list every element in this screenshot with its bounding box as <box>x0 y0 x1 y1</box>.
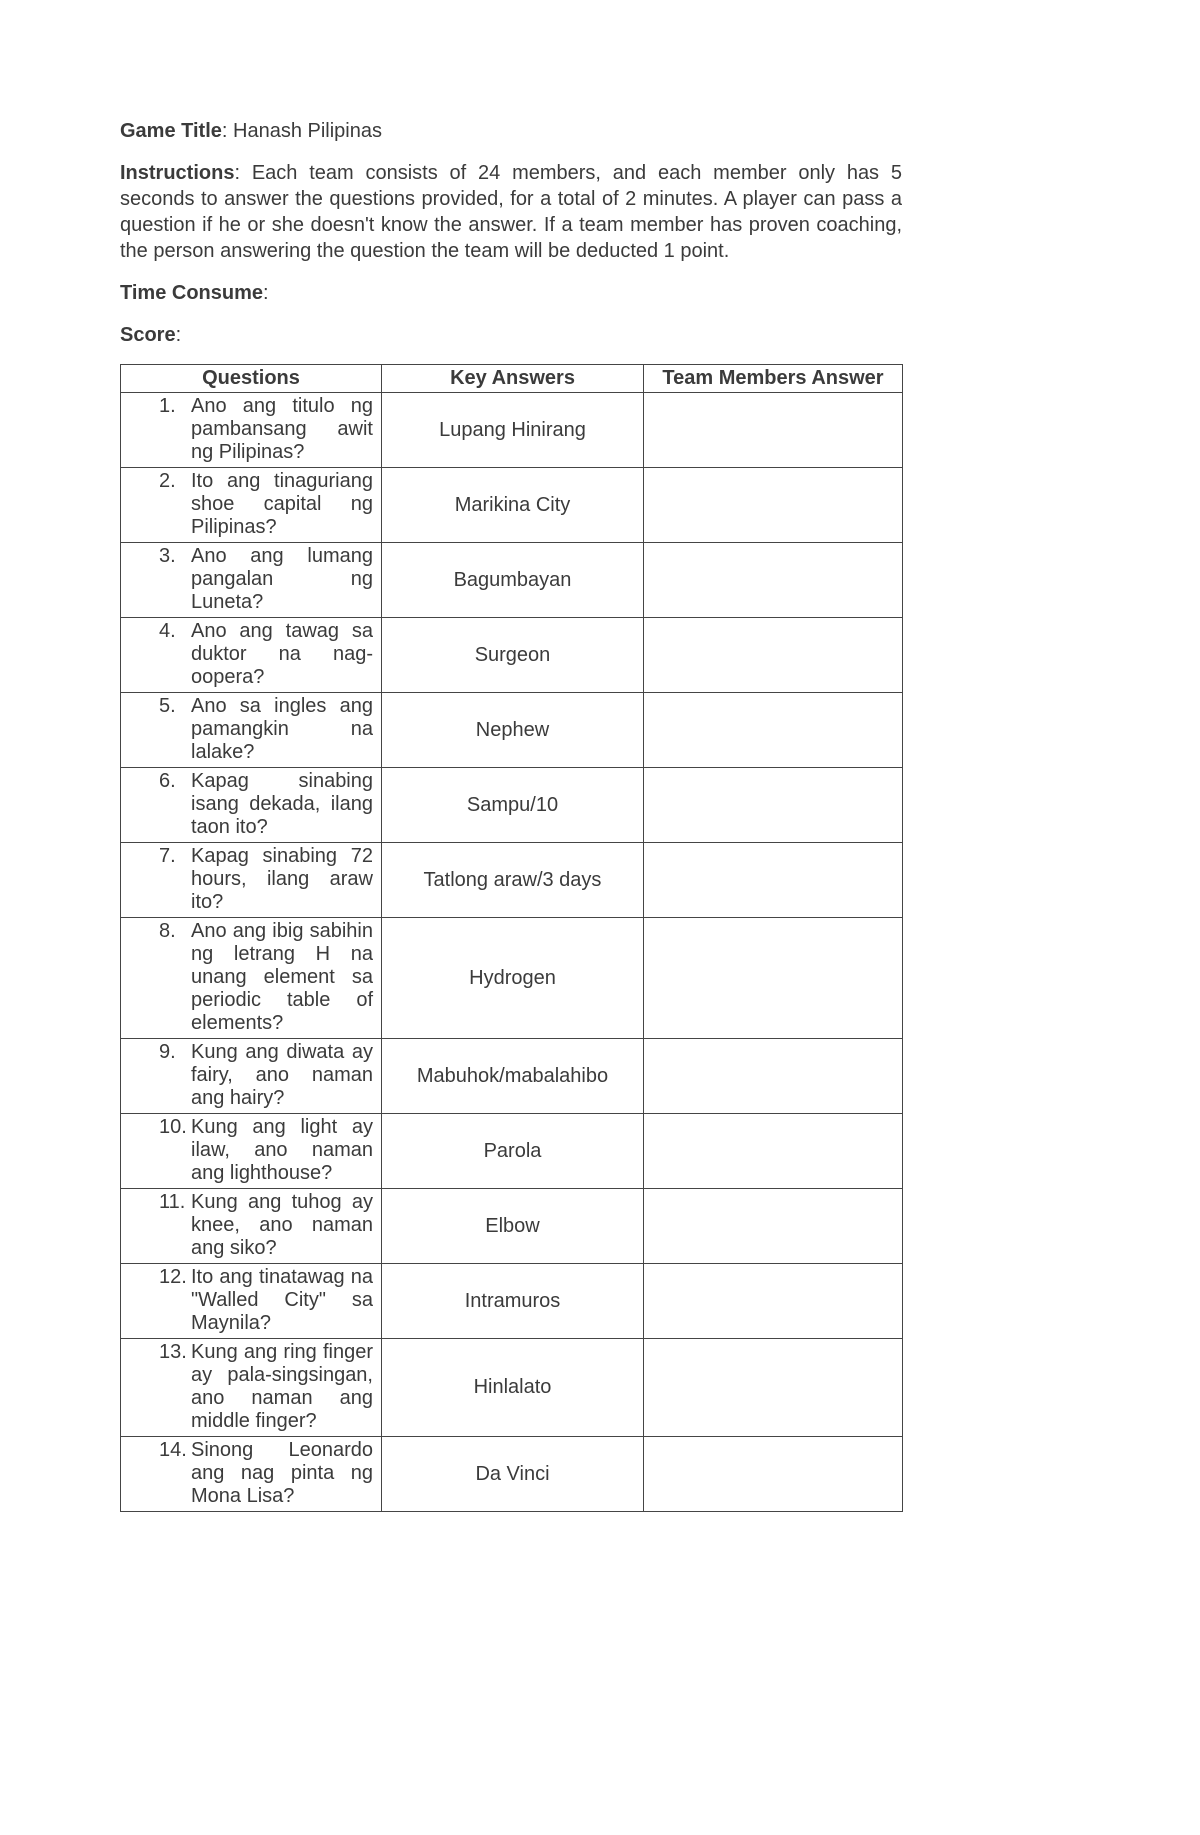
question-text: Ito ang tinatawag na "Walled City" sa Maynila? <box>191 1266 373 1334</box>
key-answer-cell <box>382 1114 644 1189</box>
quiz-table-body <box>121 393 903 1512</box>
key-answer: Tatlong araw/3 days <box>423 868 602 891</box>
game-title-value: : Hanash Pilipinas <box>221 120 382 142</box>
question-text: Kung ang ring finger ay pala-singsingan, ano naman ang middle finger? <box>191 1341 373 1432</box>
key-answer-cell <box>382 843 644 918</box>
instructions-label: Instructions <box>120 162 235 184</box>
question-cell <box>121 1189 382 1264</box>
table-row <box>121 543 903 618</box>
team-answer-cell <box>644 693 903 768</box>
question-text: Ano ang lumang pangalan ng Luneta? <box>191 545 373 613</box>
table-row <box>121 1437 903 1512</box>
question-text: Ano ang titulo ng pambansang awit ng Pilipinas? <box>191 395 373 463</box>
team-answer-cell <box>644 1114 903 1189</box>
key-answer: Sampu/10 <box>466 793 559 816</box>
game-title-label: Game Title <box>120 120 222 142</box>
key-answer-cell <box>382 543 644 618</box>
time-consume-label: Time Consume <box>120 282 263 304</box>
question-number: 1. <box>159 395 176 417</box>
question-cell <box>121 618 382 693</box>
key-answer: Intramuros <box>464 1289 561 1312</box>
team-answer-cell <box>644 618 903 693</box>
score-colon: : <box>175 324 182 346</box>
key-answer: Hydrogen <box>469 966 556 989</box>
score-label: Score <box>120 324 176 346</box>
question-number: 13. <box>159 1341 187 1363</box>
game-title-line <box>120 118 902 144</box>
question-text: Ano sa ingles ang pamangkin na lalake? <box>191 695 373 763</box>
time-consume-line <box>120 280 902 306</box>
key-answer: Parola <box>483 1139 542 1162</box>
key-answer: Hinlalato <box>473 1376 552 1398</box>
question-number: 4. <box>159 620 176 642</box>
key-answer: Surgeon <box>474 643 551 666</box>
header-team-members-answer: Team Members Answer <box>644 365 903 393</box>
team-answer-cell <box>644 1437 903 1512</box>
team-answer-cell <box>644 1339 903 1437</box>
question-number: 10. <box>159 1116 187 1138</box>
team-answer-cell <box>644 543 903 618</box>
question-number: 14. <box>159 1439 187 1461</box>
question-cell <box>121 1039 382 1114</box>
instructions-text: : Each team consists of 24 members, and each member only has 5 seconds to answer the questions provided, for a total of 2 minutes. A player can pass a question if he or she doesn't know the answer. If a team member has proven coaching, the person answering the question the team will be deducted 1 point. <box>120 162 902 262</box>
team-answer-cell <box>644 918 903 1039</box>
table-header-row <box>121 365 903 393</box>
key-answer-cell <box>382 1437 644 1512</box>
table-row <box>121 918 903 1039</box>
question-number: 11. <box>159 1191 186 1213</box>
question-cell <box>121 843 382 918</box>
team-answer-cell <box>644 843 903 918</box>
key-answer: Mabuhok/mabalahibo <box>416 1064 609 1087</box>
table-row <box>121 843 903 918</box>
team-answer-cell <box>644 468 903 543</box>
question-number: 3. <box>159 545 176 567</box>
table-row <box>121 768 903 843</box>
key-answer-cell <box>382 1189 644 1264</box>
question-text: Kung ang tuhog ay knee, ano naman ang siko? <box>191 1191 373 1259</box>
question-number: 2. <box>159 470 176 492</box>
document-page <box>120 0 902 1512</box>
key-answer: Nephew <box>475 718 550 741</box>
key-answer: Lupang Hinirang <box>439 418 586 441</box>
key-answer-cell <box>382 693 644 768</box>
key-answer: Marikina City <box>454 493 571 516</box>
team-answer-cell <box>644 768 903 843</box>
team-answer-cell <box>644 1189 903 1264</box>
table-row <box>121 618 903 693</box>
quiz-table <box>120 364 903 1512</box>
key-answer-cell <box>382 1264 644 1339</box>
key-answer-cell <box>382 768 644 843</box>
question-text: Kung ang diwata ay fairy, ano naman ang hairy? <box>191 1041 373 1109</box>
question-cell <box>121 1339 382 1437</box>
question-cell <box>121 768 382 843</box>
question-cell <box>121 1114 382 1189</box>
key-answer-cell <box>382 393 644 468</box>
key-answer-cell <box>382 468 644 543</box>
question-text: Ano ang tawag sa duktor na nag-oopera? <box>191 620 373 688</box>
key-answer: Da Vinci <box>475 1462 550 1485</box>
key-answer: Elbow <box>485 1214 540 1237</box>
team-answer-cell <box>644 1039 903 1114</box>
table-row <box>121 1039 903 1114</box>
key-answer-cell <box>382 618 644 693</box>
table-row <box>121 468 903 543</box>
question-cell <box>121 468 382 543</box>
table-row <box>121 393 903 468</box>
question-text: Sinong Leonardo ang nag pinta ng Mona Lisa? <box>191 1439 373 1507</box>
key-answer-cell <box>382 918 644 1039</box>
team-answer-cell <box>644 1264 903 1339</box>
question-text: Kapag sinabing 72 hours, ilang araw ito? <box>191 845 373 913</box>
question-cell <box>121 693 382 768</box>
table-row <box>121 693 903 768</box>
key-answer-cell <box>382 1339 644 1437</box>
table-row <box>121 1189 903 1264</box>
key-answer: Bagumbayan <box>453 568 572 591</box>
table-row <box>121 1114 903 1189</box>
question-text: Ito ang tinaguriang shoe capital ng Pilipinas? <box>191 470 373 538</box>
question-number: 7. <box>159 845 176 867</box>
key-answer-cell <box>382 1039 644 1114</box>
question-cell <box>121 393 382 468</box>
question-number: 9. <box>159 1041 176 1063</box>
question-number: 8. <box>159 920 176 942</box>
question-number: 12. <box>159 1266 187 1288</box>
question-cell <box>121 543 382 618</box>
team-answer-cell <box>644 393 903 468</box>
table-row <box>121 1264 903 1339</box>
question-cell <box>121 1264 382 1339</box>
time-consume-colon: : <box>263 282 269 304</box>
question-text: Kapag sinabing isang dekada, ilang taon ito? <box>191 770 373 838</box>
question-cell <box>121 918 382 1039</box>
question-text: Ano ang ibig sabihin ng letrang H na unang element sa periodic table of elements? <box>191 920 373 1034</box>
header-questions: Questions <box>121 365 382 393</box>
question-cell <box>121 1437 382 1512</box>
score-line <box>120 322 902 348</box>
table-row <box>121 1339 903 1437</box>
question-text: Kung ang light ay ilaw, ano naman ang lighthouse? <box>191 1116 373 1184</box>
header-key-answers: Key Answers <box>382 365 644 393</box>
question-number: 6. <box>159 770 176 792</box>
instructions-paragraph <box>120 160 902 264</box>
question-number: 5. <box>159 695 176 717</box>
